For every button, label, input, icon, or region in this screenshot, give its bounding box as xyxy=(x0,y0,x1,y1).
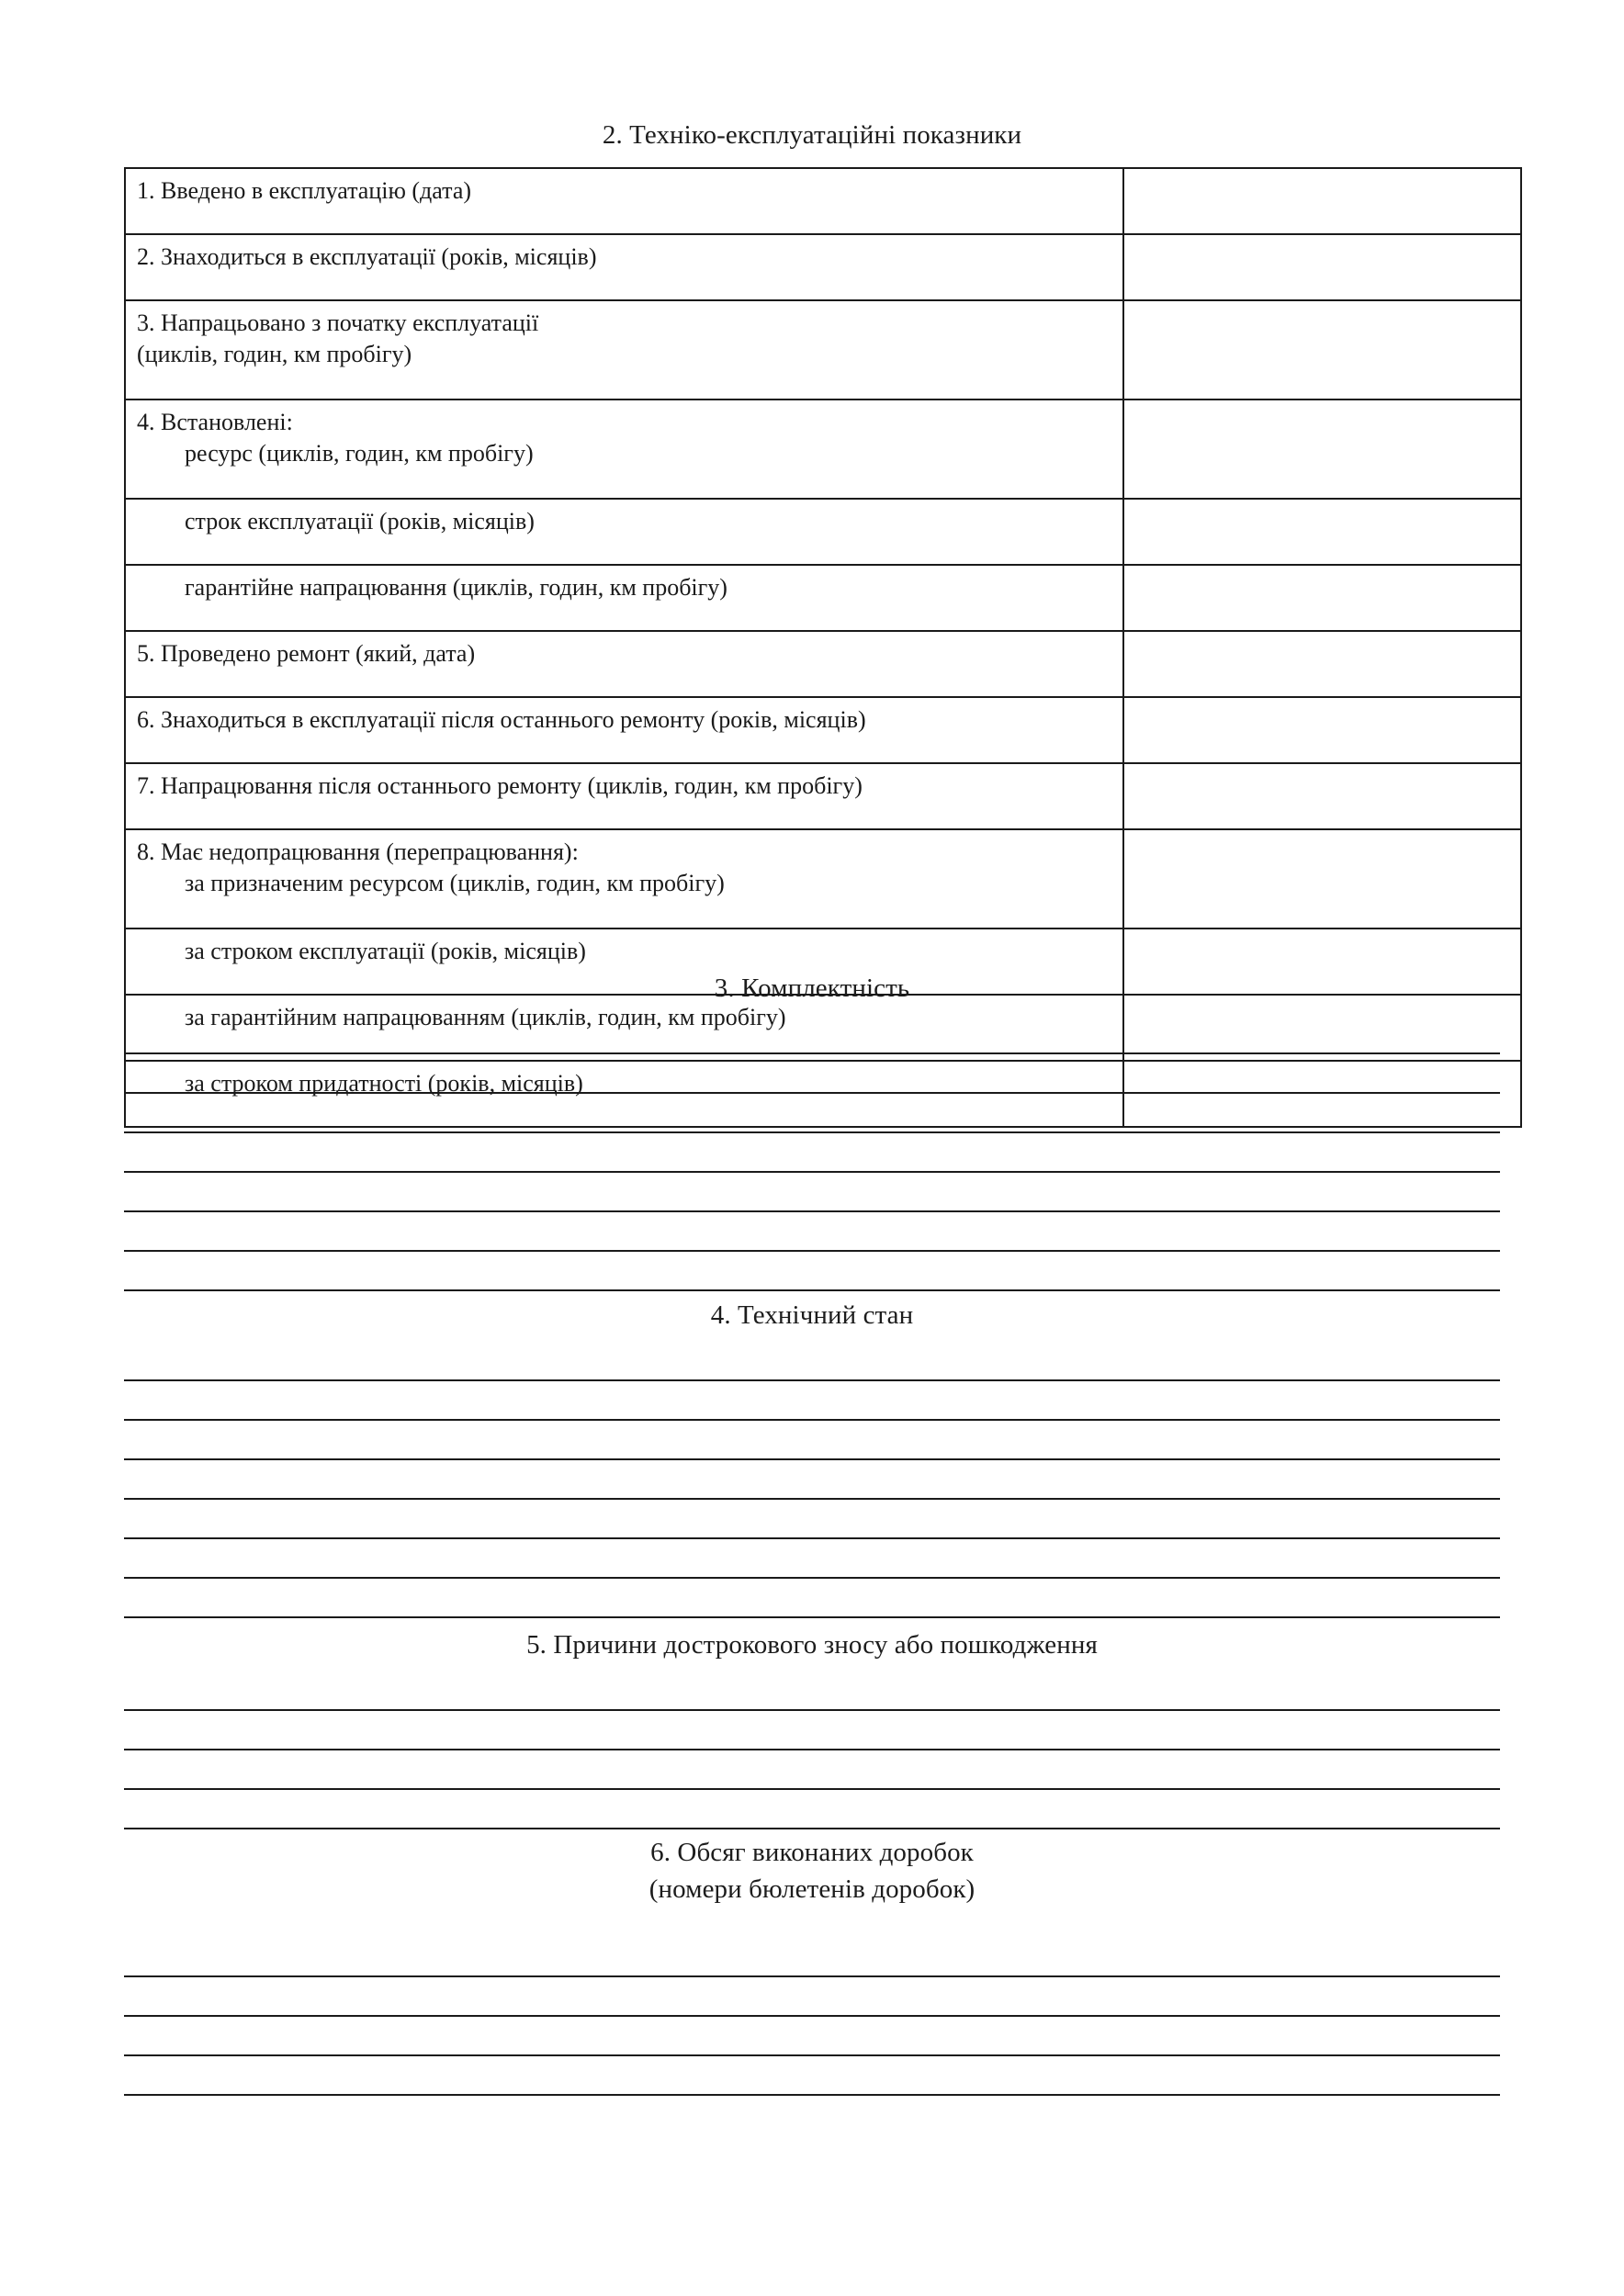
table-cell-value-input[interactable] xyxy=(1123,168,1521,234)
ruled-line[interactable] xyxy=(124,1252,1500,1291)
table-cell-label-line: за призначеним ресурсом (циклів, годин, км пробігу) xyxy=(185,870,725,896)
table-cell-label-line: 7. Напрацювання після останнього ремонту (циклів, годин, км пробігу) xyxy=(137,772,863,799)
table-row xyxy=(125,499,1521,565)
section-5-ruled-area[interactable] xyxy=(124,1671,1500,1829)
table-row xyxy=(125,400,1521,499)
table-row xyxy=(125,300,1521,400)
table-row xyxy=(125,234,1521,300)
table-cell-label-line: гарантійне напрацювання (циклів, годин, км пробігу) xyxy=(185,574,727,601)
ruled-line[interactable] xyxy=(124,1212,1500,1252)
section-3-ruled-area[interactable] xyxy=(124,1015,1500,1291)
section-5-title: 5. Причини дострокового зносу або пошкодження xyxy=(526,1630,1098,1660)
table-cell-label-line: 6. Знаходиться в експлуатації після останнього ремонту (років, місяців) xyxy=(137,706,866,733)
table-cell-label xyxy=(125,300,1123,400)
ruled-line[interactable] xyxy=(124,1711,1500,1750)
table-cell-value-input[interactable] xyxy=(1123,234,1521,300)
table-cell-label-line: 5. Проведено ремонт (який, дата) xyxy=(137,640,476,667)
ruled-line[interactable] xyxy=(124,1133,1500,1173)
table-row xyxy=(125,829,1521,929)
table-cell-label-line: (циклів, годин, км пробігу) xyxy=(137,341,412,367)
table-cell-label-line: за строком експлуатації (років, місяців) xyxy=(185,938,586,964)
table-cell-label xyxy=(125,631,1123,697)
section-6-ruled-area[interactable] xyxy=(124,1938,1500,2096)
section-3-title: 3. Комплектність xyxy=(714,974,910,1003)
table-cell-value-input[interactable] xyxy=(1123,400,1521,499)
ruled-line[interactable] xyxy=(124,1173,1500,1212)
ruled-line[interactable] xyxy=(124,1381,1500,1421)
table-cell-label xyxy=(125,499,1123,565)
table-cell-label-line: 1. Введено в експлуатацію (дата) xyxy=(137,177,472,204)
table-cell-label xyxy=(125,400,1123,499)
table-cell-value-input[interactable] xyxy=(1123,300,1521,400)
table-cell-label-line: 2. Знаходиться в експлуатації (років, місяців) xyxy=(137,243,597,270)
ruled-line[interactable] xyxy=(124,1500,1500,1539)
section-6-title-line-2: (номери бюлетенів доробок) xyxy=(648,1874,976,1904)
ruled-line[interactable] xyxy=(124,1977,1500,2017)
ruled-line[interactable] xyxy=(124,2017,1500,2056)
ruled-line[interactable] xyxy=(124,1790,1500,1829)
ruled-line[interactable] xyxy=(124,1579,1500,1618)
table-cell-label-line: за строком придатності (років, місяців) xyxy=(185,1070,583,1097)
ruled-line[interactable] xyxy=(124,1015,1500,1054)
ruled-line[interactable] xyxy=(124,1460,1500,1500)
ruled-line[interactable] xyxy=(124,1342,1500,1381)
table-cell-label-line: 4. Встановлені: xyxy=(137,409,293,435)
section-6-title-line-1: 6. Обсяг виконаних доробок xyxy=(650,1838,974,1867)
table-cell-value-input[interactable] xyxy=(1123,631,1521,697)
table-cell-label-line: 8. Має недопрацювання (перепрацювання): xyxy=(137,838,579,865)
ruled-line[interactable] xyxy=(124,1671,1500,1711)
ruled-line[interactable] xyxy=(124,1094,1500,1133)
table-row xyxy=(125,168,1521,234)
section-6-title xyxy=(124,1834,1500,1908)
table-row xyxy=(125,697,1521,763)
table-cell-label-line: строк експлуатації (років, місяців) xyxy=(185,508,535,535)
table-cell-label xyxy=(125,829,1123,929)
table-cell-value-input[interactable] xyxy=(1123,829,1521,929)
table-cell-label-line: 3. Напрацьовано з початку експлуатації xyxy=(137,310,539,336)
table-cell-label-line: ресурс (циклів, годин, км пробігу) xyxy=(185,440,534,467)
table-cell-label xyxy=(125,234,1123,300)
table-cell-label xyxy=(125,763,1123,829)
ruled-line[interactable] xyxy=(124,1054,1500,1094)
section-4-ruled-area[interactable] xyxy=(124,1342,1500,1618)
ruled-line[interactable] xyxy=(124,2056,1500,2096)
ruled-line[interactable] xyxy=(124,1750,1500,1790)
ruled-line[interactable] xyxy=(124,1539,1500,1579)
table-cell-value-input[interactable] xyxy=(1123,763,1521,829)
table-cell-label xyxy=(125,565,1123,631)
section-4-title: 4. Технічний стан xyxy=(710,1300,914,1330)
table-row xyxy=(125,763,1521,829)
table-cell-label-line: за гарантійним напрацюванням (циклів, годин, км пробігу) xyxy=(185,1004,786,1030)
section-2-title: 2. Техніко-експлуатаційні показники xyxy=(602,120,1022,150)
table-cell-label xyxy=(125,697,1123,763)
table-cell-value-input[interactable] xyxy=(1123,565,1521,631)
table-cell-label xyxy=(125,168,1123,234)
ruled-line[interactable] xyxy=(124,1421,1500,1460)
table-cell-value-input[interactable] xyxy=(1123,499,1521,565)
table-row xyxy=(125,565,1521,631)
table-row xyxy=(125,631,1521,697)
ruled-line[interactable] xyxy=(124,1938,1500,1977)
table-cell-value-input[interactable] xyxy=(1123,697,1521,763)
